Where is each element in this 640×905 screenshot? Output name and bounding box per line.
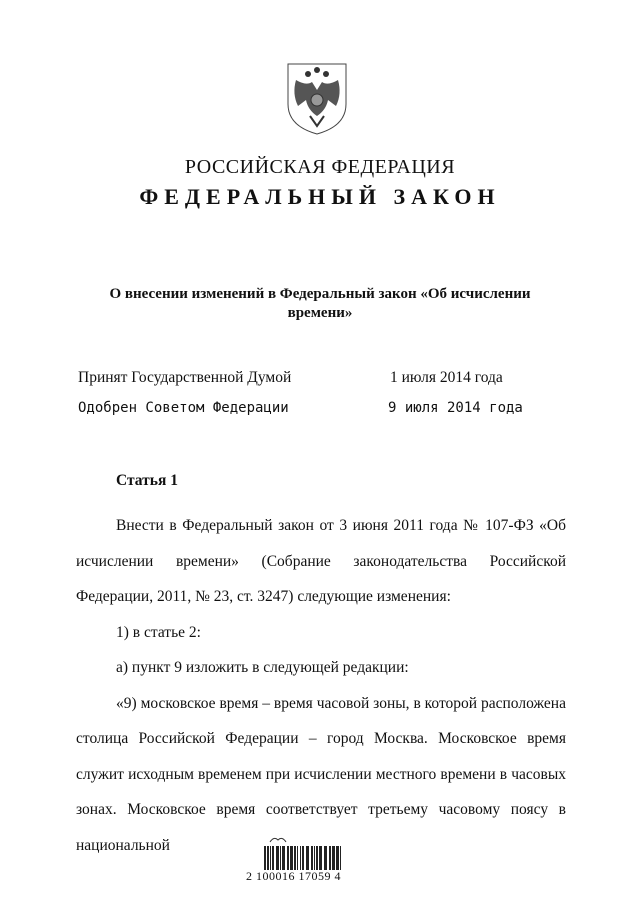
- barcode-bar: [276, 846, 279, 870]
- law-title: О внесении изменений в Федеральный закон «Об исчислении времени»: [109, 286, 531, 321]
- barcode-bar: [302, 846, 304, 870]
- barcode-bar: [329, 846, 331, 870]
- barcode: [256, 836, 346, 872]
- barcode-bar: [324, 846, 327, 870]
- barcode-bar: [306, 846, 309, 870]
- barcode-bar: [319, 846, 322, 870]
- approved-label: Одобрен Советом Федерации: [78, 400, 289, 416]
- coat-of-arms-icon: [282, 60, 352, 136]
- barcode-bar: [290, 846, 293, 870]
- document-type-heading: ФЕДЕРАЛЬНЫЙ ЗАКОН: [139, 184, 501, 209]
- approved-date: 9 июля 2014 года: [388, 400, 523, 416]
- barcode-bar: [316, 846, 318, 870]
- adopted-date: 1 июля 2014 года: [390, 369, 503, 386]
- barcode-bar: [314, 846, 315, 870]
- paragraph: «9) московское время – время часовой зоны, в которой расположена столица Российской Федерации – город Москва. Московское время служит исходным временем при исчислении местного времени в часовых зонах. Московское время соответствует третьему часовому поясу в национальной: [76, 694, 566, 854]
- barcode-bar: [282, 846, 285, 870]
- barcode-bar: [272, 846, 274, 870]
- barcode-bar: [300, 846, 301, 870]
- article-body: [76, 508, 566, 863]
- paragraph: 1) в статье 2:: [116, 623, 201, 641]
- barcode-bar: [332, 846, 335, 870]
- paragraph: Внести в Федеральный закон от 3 июня 2011 года № 107-ФЗ «Об исчислении времени» (Собрание законодательства Российской Федерации, 2011, № 23, ст. 3247) следующие изменения:: [76, 517, 566, 605]
- barcode-bar: [294, 846, 296, 870]
- barcode-bar: [267, 846, 269, 870]
- barcode-bar: [311, 846, 313, 870]
- barcode-bar: [264, 846, 266, 870]
- article-heading: Статья 1: [116, 472, 178, 489]
- adopted-label: Принят Государственной Думой: [78, 369, 292, 386]
- barcode-bar: [287, 846, 289, 870]
- barcode-bar: [270, 846, 271, 870]
- barcode-bar: [297, 846, 298, 870]
- paragraph: а) пункт 9 изложить в следующей редакции:: [116, 659, 409, 676]
- barcode-bar: [336, 846, 339, 870]
- barcode-bar: [340, 846, 341, 870]
- country-heading: РОССИЙСКАЯ ФЕДЕРАЦИЯ: [184, 156, 456, 178]
- barcode-number: 2 100016 17059 4: [246, 869, 341, 883]
- barcode-bar: [280, 846, 281, 870]
